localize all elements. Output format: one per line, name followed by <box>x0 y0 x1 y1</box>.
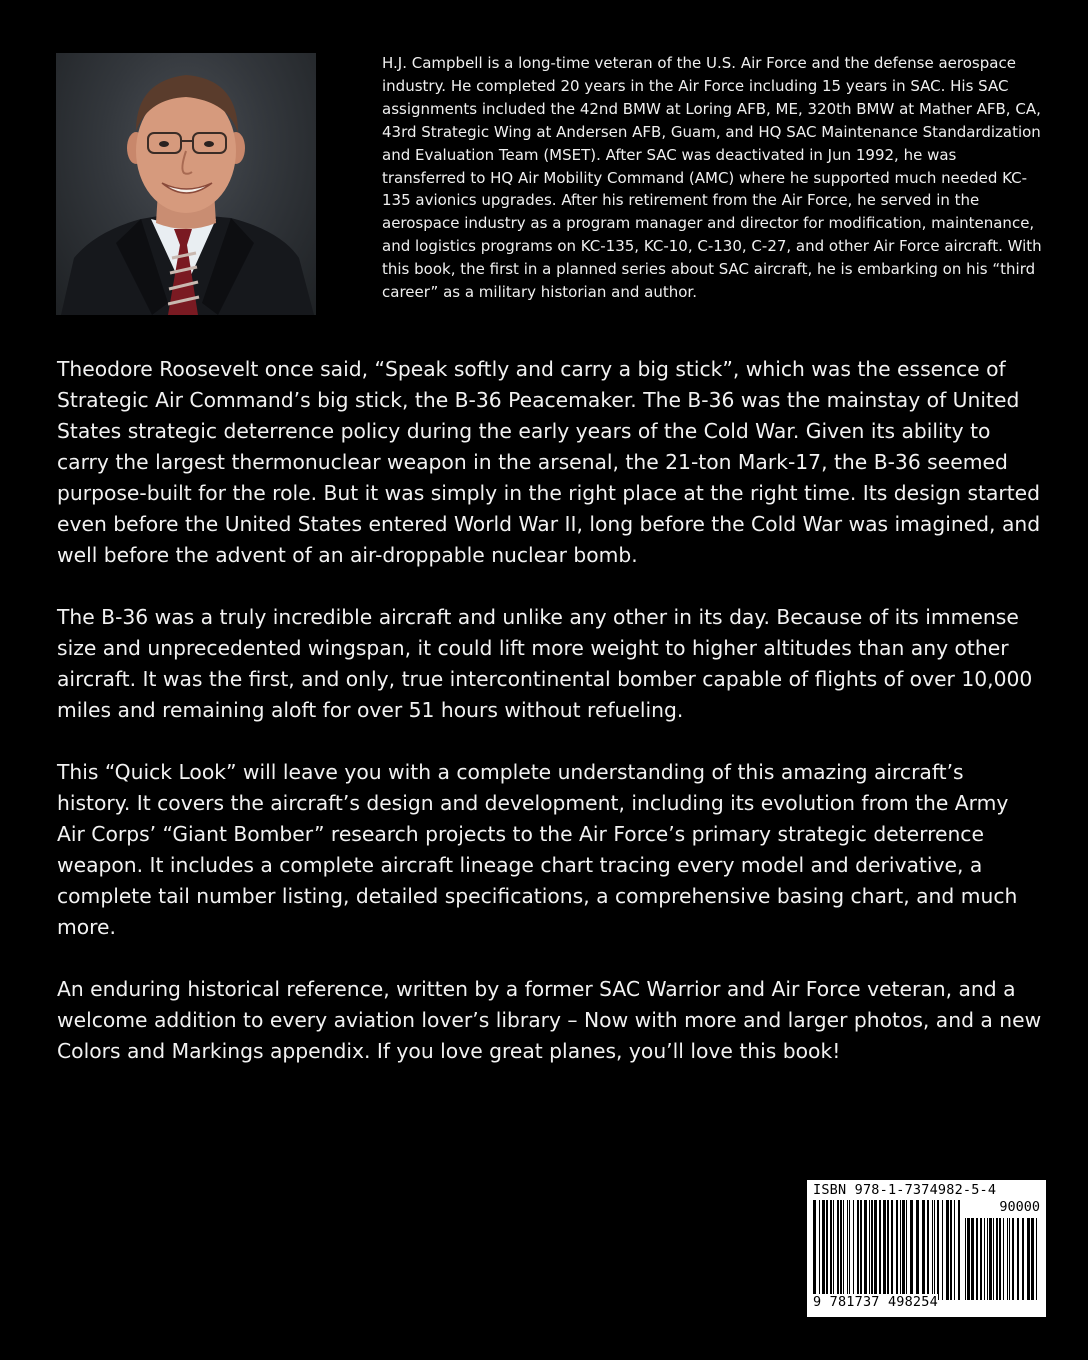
barcode-bar <box>1003 1218 1004 1300</box>
barcode-bar <box>843 1200 844 1300</box>
barcode-bar <box>847 1200 848 1300</box>
barcode-bar <box>822 1200 825 1300</box>
barcode-bar <box>1009 1218 1010 1300</box>
barcode-bar <box>849 1200 850 1300</box>
barcode-bar <box>954 1200 955 1300</box>
price-code: 90000 <box>999 1199 1040 1215</box>
isbn-label: ISBN 978-1-7374982-5-4 <box>813 1182 997 1198</box>
barcode-bar <box>1027 1218 1030 1300</box>
barcode-bar <box>976 1218 978 1300</box>
barcode-bar <box>871 1200 873 1300</box>
barcode-bar <box>932 1200 933 1300</box>
description-paragraph: The B-36 was a truly incredible aircraft and unlike any other in its day. Because of its immense size and unprecedented wingspan, it could lift more weight to higher altitudes than any other aircraft. It was the first, and only, true intercontinental bomber capable of flights of over 10,000 miles and remaining aloft for over 51 hours without refueling. <box>57 605 1033 722</box>
barcode-bar <box>967 1218 970 1300</box>
barcode-bar <box>980 1218 982 1300</box>
barcode-bar <box>1036 1218 1037 1300</box>
barcode-bar <box>879 1200 881 1300</box>
barcode-bar <box>946 1200 949 1300</box>
barcode-bar <box>887 1200 889 1300</box>
barcode-bar <box>987 1218 988 1300</box>
barcode-bar <box>984 1218 985 1300</box>
barcode-bar <box>958 1200 960 1300</box>
barcode-bar <box>1012 1218 1014 1300</box>
supplement-barcode-icon <box>965 1218 1041 1300</box>
isbn-barcode <box>807 1180 1046 1317</box>
barcode-bar <box>857 1200 859 1300</box>
barcode-bar <box>942 1200 943 1300</box>
description-paragraph: An enduring historical reference, written by a former SAC Warrior and Air Force veteran, and a welcome addition to every aviation lover’s library – Now with more and larger photos, and a new Colors and Markings appendix. If you love great planes, you’ll love this book! <box>57 977 1042 1063</box>
barcode-bar <box>853 1200 854 1300</box>
barcode-bar <box>864 1200 867 1300</box>
barcode-bar <box>993 1218 994 1300</box>
author-photo <box>56 53 316 315</box>
barcode-bar <box>922 1200 925 1300</box>
barcode-bar <box>833 1200 834 1300</box>
barcode-bar <box>996 1218 998 1300</box>
barcode-bar <box>891 1200 893 1300</box>
author-portrait-icon <box>56 53 316 315</box>
barcode-bar <box>916 1200 919 1300</box>
description-paragraph: This “Quick Look” will leave you with a complete understanding of this amazing aircraft’s history. It covers the aircraft’s design and development, including its evolution from the Army Air Corps’ “Giant Bomber” research projects to the Air Force’s primary strategic deterrence weapon. It includes a complete aircraft lineage chart tracing every model and derivative, a complete tail number listing, detailed specifications, a comprehensive basing chart, and much more. <box>57 760 1018 939</box>
barcode-bar <box>902 1200 905 1300</box>
barcode-bar <box>934 1200 935 1300</box>
barcode-bar <box>826 1200 828 1300</box>
barcode-bar <box>900 1200 901 1300</box>
barcode-bar <box>896 1200 898 1300</box>
barcode-bar <box>840 1200 842 1300</box>
book-description <box>57 354 1042 1098</box>
barcode-bar <box>965 1218 966 1300</box>
barcode-bar <box>1022 1218 1024 1300</box>
barcode-bar <box>910 1200 913 1300</box>
barcode-bar <box>869 1200 870 1300</box>
barcode-bar <box>999 1218 1001 1300</box>
barcode-bar <box>906 1200 907 1300</box>
barcode-bar <box>989 1218 992 1300</box>
barcode-bar <box>937 1200 939 1300</box>
author-bio: H.J. Campbell is a long-time veteran of the U.S. Air Force and the defense aerospace industry. He completed 20 years in the Air Force including 15 years in SAC. His SAC assignments included the 42nd BMW at Loring AFB, ME, 320th BMW at Mather AFB, CA, 43rd Strategic Wing at Andersen AFB, Guam, and HQ SAC Maintenance Standardization and Evaluation Team (MSET). After SAC was deactivated in Jun 1992, he was transferred to HQ Air Mobility Command (AMC) where he supported much needed KC-135 avionics upgrades. After his retirement from the Air Force, he served in the aerospace industry as a program manager and director for modification, maintenance, and logistics programs on KC-135, KC-10, C-130, C-27, and other Air Force aircraft. With this book, the first in a planned series about SAC aircraft, he is embarking on his “third career” as a military historian and author. <box>382 54 1042 302</box>
ean-digits: 9 781737 498254 <box>813 1294 938 1310</box>
barcode-bar <box>860 1200 862 1300</box>
barcode-bar <box>1007 1218 1008 1300</box>
barcode-bar <box>1031 1218 1034 1300</box>
barcode-bar <box>927 1200 929 1300</box>
barcode-bar <box>950 1200 952 1300</box>
barcode-bar <box>837 1200 839 1300</box>
barcode-bar <box>830 1200 832 1300</box>
description-paragraph: Theodore Roosevelt once said, “Speak softly and carry a big stick”, which was the essence of Strategic Air Command’s big stick, the B-36 Peacemaker. The B-36 was the mainstay of United States strategic deterrence policy during the early years of the Cold War. Given its ability to carry the largest thermonuclear weapon in the arsenal, the 21-ton Mark-17, the B-36 seemed purpose-built for the role. But it was simply in the right place at the right time. Its design started even before the United States entered World War II, long before the Cold War was imagined, and well before the advent of an air-droppable nuclear bomb. <box>57 357 1041 567</box>
barcode-bar <box>1017 1218 1019 1300</box>
barcode-bar <box>874 1200 877 1300</box>
barcode-bar <box>883 1200 886 1300</box>
barcode-bar <box>971 1218 974 1300</box>
barcode-bar <box>813 1200 816 1300</box>
barcode-icon <box>813 1200 963 1300</box>
barcode-bar <box>819 1200 820 1300</box>
